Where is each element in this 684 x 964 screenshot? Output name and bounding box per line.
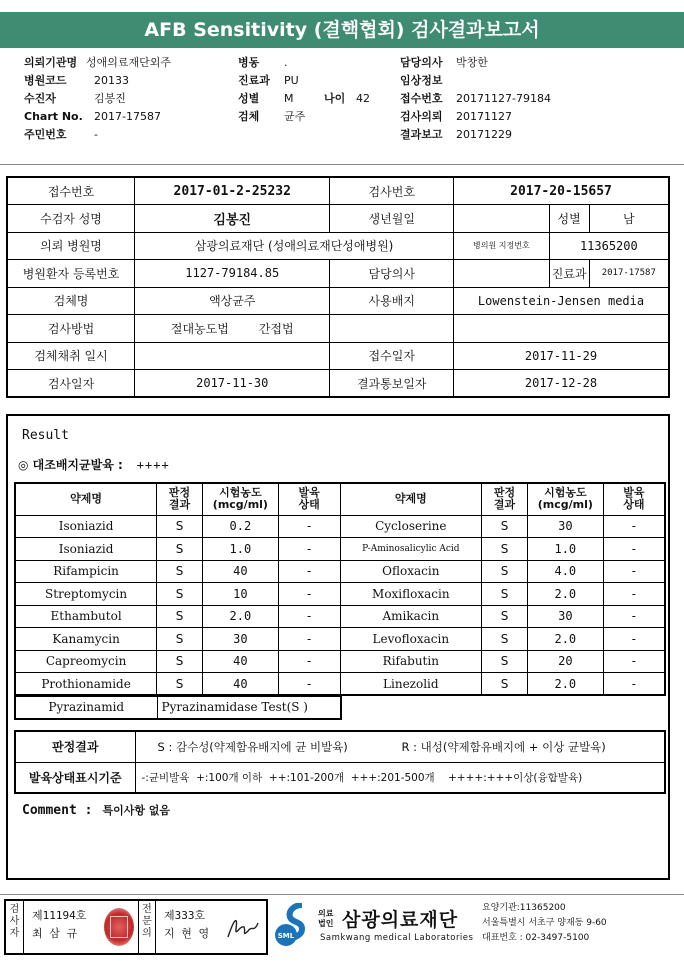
comment: [22, 802, 170, 818]
method-empty2: [454, 315, 669, 343]
drug-name: Isoniazid: [15, 538, 157, 561]
address: 서울특별시 서초구 양재동 9-60: [482, 918, 607, 928]
drug-conc: 40: [202, 560, 278, 583]
method-empty: [330, 315, 454, 343]
drug-judge: S: [157, 560, 203, 583]
drug-growth: -: [278, 583, 340, 606]
footer: [0, 894, 684, 964]
header-divider: [0, 164, 684, 165]
patient-name-label: 수검자 성명: [7, 205, 135, 233]
hosp-name-value: 성애의료재단외주: [86, 56, 172, 69]
drug-growth: -: [603, 628, 665, 651]
resident-no-label: 주민번호: [24, 128, 67, 141]
result-report-value: 20171229: [456, 128, 512, 141]
drug-row: [15, 583, 665, 606]
drug-conc: 30: [202, 628, 278, 651]
sex-value: 남: [589, 205, 669, 233]
drug-name: Ethambutol: [15, 605, 157, 628]
growth-header: 발육 상태: [278, 483, 340, 515]
hosp-name-label: 의뢰기관명: [24, 56, 78, 69]
org-address: [482, 901, 607, 946]
org-english: Samkwang medical Laboratories: [320, 933, 474, 943]
specialist-label: 전문의: [138, 901, 156, 953]
drug-row: [15, 628, 665, 651]
drug-judge: S: [482, 538, 528, 561]
specialist-license: 제333호: [164, 909, 206, 922]
tester-license: 제11194호: [32, 909, 87, 922]
examinee-value: 김봉진: [94, 92, 126, 105]
report-date-value: 2017-12-28: [454, 370, 669, 398]
comment-label: Comment :: [22, 803, 93, 818]
registration-label: 병원환자 등록번호: [7, 260, 135, 288]
method-value: [135, 315, 330, 343]
chart-no-value: 2017-17587: [94, 110, 161, 123]
drug-header: 약제명: [15, 483, 157, 515]
drug-table-header: [15, 483, 665, 515]
ward-label: 병동: [238, 56, 260, 69]
dept-label: 진료과: [549, 260, 589, 288]
drug-conc: 2.0: [202, 605, 278, 628]
registration-value: 1127-79184.85: [135, 260, 330, 288]
drug-name: Rifabutin: [340, 650, 482, 673]
chart-no-label: Chart No.: [24, 110, 83, 123]
drug-growth: -: [603, 605, 665, 628]
drug-name: Moxifloxacin: [340, 583, 482, 606]
drug-row: [15, 560, 665, 583]
legend-table: [14, 730, 666, 794]
drug-name: Prothionamide: [15, 673, 157, 696]
examinee-label: 수진자: [24, 92, 56, 105]
sex-label: 성별: [238, 92, 260, 105]
recv-date-label: 접수일자: [330, 342, 454, 370]
tester-info: [32, 907, 86, 943]
age-value: 42: [356, 92, 370, 105]
control-label: ◎ 대조배지균발육 :: [18, 458, 123, 472]
drug-growth: -: [603, 538, 665, 561]
method-label: 검사방법: [7, 315, 135, 343]
sex-value: M: [284, 92, 294, 105]
tester-label: 검사자: [6, 901, 24, 953]
sml-logo-text: SML: [277, 932, 295, 940]
test-request-value: 20171127: [456, 110, 512, 123]
test-date-value: 2017-11-30: [135, 370, 330, 398]
age-label: 나이: [324, 92, 346, 105]
drug-growth: -: [603, 650, 665, 673]
doctor-value: [454, 260, 550, 288]
test-no-label: 검사번호: [330, 177, 454, 205]
pza-table: [14, 696, 342, 720]
drug-growth: -: [278, 628, 340, 651]
sex-label: 성별: [549, 205, 589, 233]
hosp-code-value: 11365200: [549, 232, 669, 260]
drug-name: Kanamycin: [15, 628, 157, 651]
drug-judge: S: [157, 650, 203, 673]
signature: [224, 911, 260, 943]
drug-growth: -: [278, 650, 340, 673]
method-1: 절대농도법: [170, 321, 229, 336]
drug-judge: S: [157, 538, 203, 561]
drug-judge: S: [482, 560, 528, 583]
drug-growth: -: [278, 538, 340, 561]
drug-conc: 2.0: [527, 628, 603, 651]
conc-header: 시험농도 (mcg/ml): [527, 483, 603, 515]
drug-name: Rifampicin: [15, 560, 157, 583]
patient-info-table: [6, 176, 670, 398]
dept-value: PU: [284, 74, 299, 87]
judge-header: 판정 결과: [157, 483, 203, 515]
growth-header: 발육 상태: [603, 483, 665, 515]
specimen-label: 검체: [238, 110, 260, 123]
drug-conc: 10: [202, 583, 278, 606]
org-name: 삼광의료재단: [342, 909, 459, 931]
resident-no-value: -: [94, 128, 98, 141]
doctor-label: 담당의사: [400, 56, 443, 69]
seal-stamp: [104, 908, 134, 946]
birth-value: [454, 205, 550, 233]
test-request-label: 검사의뢰: [400, 110, 443, 123]
result-report-label: 결과보고: [400, 128, 443, 141]
org-type: 의료 법인: [318, 909, 334, 928]
report-title: AFB Sensitivity (결핵협회) 검사결과보고서: [0, 12, 684, 48]
doctor-value: 박창한: [456, 56, 488, 69]
receipt-no-value: 20171127-79184: [456, 92, 551, 105]
drug-growth: -: [278, 560, 340, 583]
drug-conc: 0.2: [202, 515, 278, 538]
legend-judge-r: R : 내성(약제함유배지에 + 이상 균발육): [401, 739, 606, 754]
legend-judge-s: S : 감수성(약제함유배지에 균 비발육): [157, 739, 348, 754]
header-col3: [400, 54, 551, 144]
pza-result: Pyrazinamidase Test(S ): [157, 697, 341, 719]
drug-judge: S: [482, 650, 528, 673]
header-col1: [24, 54, 171, 144]
drug-name: Linezolid: [340, 673, 482, 696]
patient-name-value: 김봉진: [135, 205, 330, 233]
drug-table: [14, 482, 666, 696]
specimen-value: 균주: [284, 110, 306, 123]
drug-conc: 40: [202, 673, 278, 696]
care-no: 요양기관:11365200: [482, 903, 566, 913]
drug-judge: S: [482, 515, 528, 538]
drug-growth: -: [278, 605, 340, 628]
clinical-info-label: 임상정보: [400, 74, 443, 87]
drug-name: Amikacin: [340, 605, 482, 628]
hospital-value: 삼광의료재단 (성애의료재단성애병원): [135, 232, 454, 260]
specialist-info: [164, 907, 209, 943]
drug-name: Ofloxacin: [340, 560, 482, 583]
drug-name: P-Aminosalicylic Acid: [340, 538, 482, 561]
drug-growth: -: [278, 515, 340, 538]
drug-conc: 2.0: [527, 583, 603, 606]
drug-conc: 1.0: [527, 538, 603, 561]
drug-growth: -: [603, 515, 665, 538]
drug-judge: S: [482, 673, 528, 696]
drug-judge: S: [157, 673, 203, 696]
drug-name: Cycloserine: [340, 515, 482, 538]
legend-judge-label: 판정결과: [15, 731, 135, 762]
reception-no-label: 접수번호: [7, 177, 135, 205]
medium-label: 사용배지: [330, 287, 454, 315]
drug-name: Levofloxacin: [340, 628, 482, 651]
drug-conc: 30: [527, 515, 603, 538]
drug-growth: -: [278, 673, 340, 696]
receipt-no-label: 접수번호: [400, 92, 443, 105]
header-col2: [238, 54, 370, 126]
specialist-name: 지 현 영: [164, 927, 210, 940]
drug-conc: 40: [202, 650, 278, 673]
recv-date-value: 2017-11-29: [454, 342, 669, 370]
medium-value: Lowenstein-Jensen media: [454, 287, 669, 315]
comment-value: 특이사항 없음: [102, 804, 171, 817]
judge-header: 판정 결과: [482, 483, 528, 515]
legend-judge-value: [135, 731, 665, 762]
dept-value: 2017-17587: [589, 260, 669, 288]
control-growth: [18, 456, 170, 473]
test-no-value: 2017-20-15657: [454, 177, 669, 205]
reception-no-value: 2017-01-2-25232: [135, 177, 330, 205]
specimen-value: 액상균주: [135, 287, 330, 315]
drug-judge: S: [157, 628, 203, 651]
hospital-label: 의뢰 병원명: [7, 232, 135, 260]
control-value: ++++: [136, 458, 170, 472]
hosp-code-value: 20133: [94, 74, 129, 87]
drug-row: [15, 605, 665, 628]
report-date-label: 결과통보일자: [330, 370, 454, 398]
drug-row: [15, 650, 665, 673]
drug-conc: 20: [527, 650, 603, 673]
drug-judge: S: [482, 605, 528, 628]
drug-row: [15, 538, 665, 561]
test-date-label: 검사일자: [7, 370, 135, 398]
hosp-code-label: 병원코드: [24, 74, 67, 87]
doctor-label: 담당의사: [330, 260, 454, 288]
drug-header: 약제명: [340, 483, 482, 515]
sml-logo-icon: [272, 903, 316, 947]
drug-conc: 30: [527, 605, 603, 628]
drug-row: [15, 515, 665, 538]
dept-label: 진료과: [238, 74, 270, 87]
ward-value: .: [284, 56, 288, 69]
drug-conc: 2.0: [527, 673, 603, 696]
specimen-label: 검체명: [7, 287, 135, 315]
drug-row: [15, 673, 665, 696]
result-title: Result: [22, 428, 69, 443]
birth-label: 생년월일: [330, 205, 454, 233]
drug-judge: S: [157, 583, 203, 606]
drug-judge: S: [482, 583, 528, 606]
legend-growth-value: -:균비발육 +:100개 이하 ++:101-200개 +++:201-500개 ++++:+++이상(융합발육): [135, 762, 665, 793]
conc-header: 시험농도 (mcg/ml): [202, 483, 278, 515]
drug-name: Streptomycin: [15, 583, 157, 606]
drug-growth: -: [603, 560, 665, 583]
drug-judge: S: [157, 605, 203, 628]
signature-box: [4, 899, 268, 955]
drug-name: Isoniazid: [15, 515, 157, 538]
drug-judge: S: [482, 628, 528, 651]
tester-name: 최 삼 규: [32, 927, 78, 940]
result-section: [6, 414, 670, 880]
drug-conc: 4.0: [527, 560, 603, 583]
pza-drug: Pyrazinamid: [15, 697, 157, 719]
drug-growth: -: [603, 673, 665, 696]
drug-name: Capreomycin: [15, 650, 157, 673]
collect-label: 검체채취 일시: [7, 342, 135, 370]
drug-judge: S: [157, 515, 203, 538]
method-2: 간접법: [258, 321, 294, 336]
hosp-code-label: 병의원 지정번호: [454, 232, 550, 260]
drug-conc: 1.0: [202, 538, 278, 561]
phone: 대표번호 : 02-3497-5100: [482, 933, 590, 943]
legend-growth-label: 발육상태표시기준: [15, 762, 135, 793]
drug-growth: -: [603, 583, 665, 606]
collect-value: [135, 342, 330, 370]
